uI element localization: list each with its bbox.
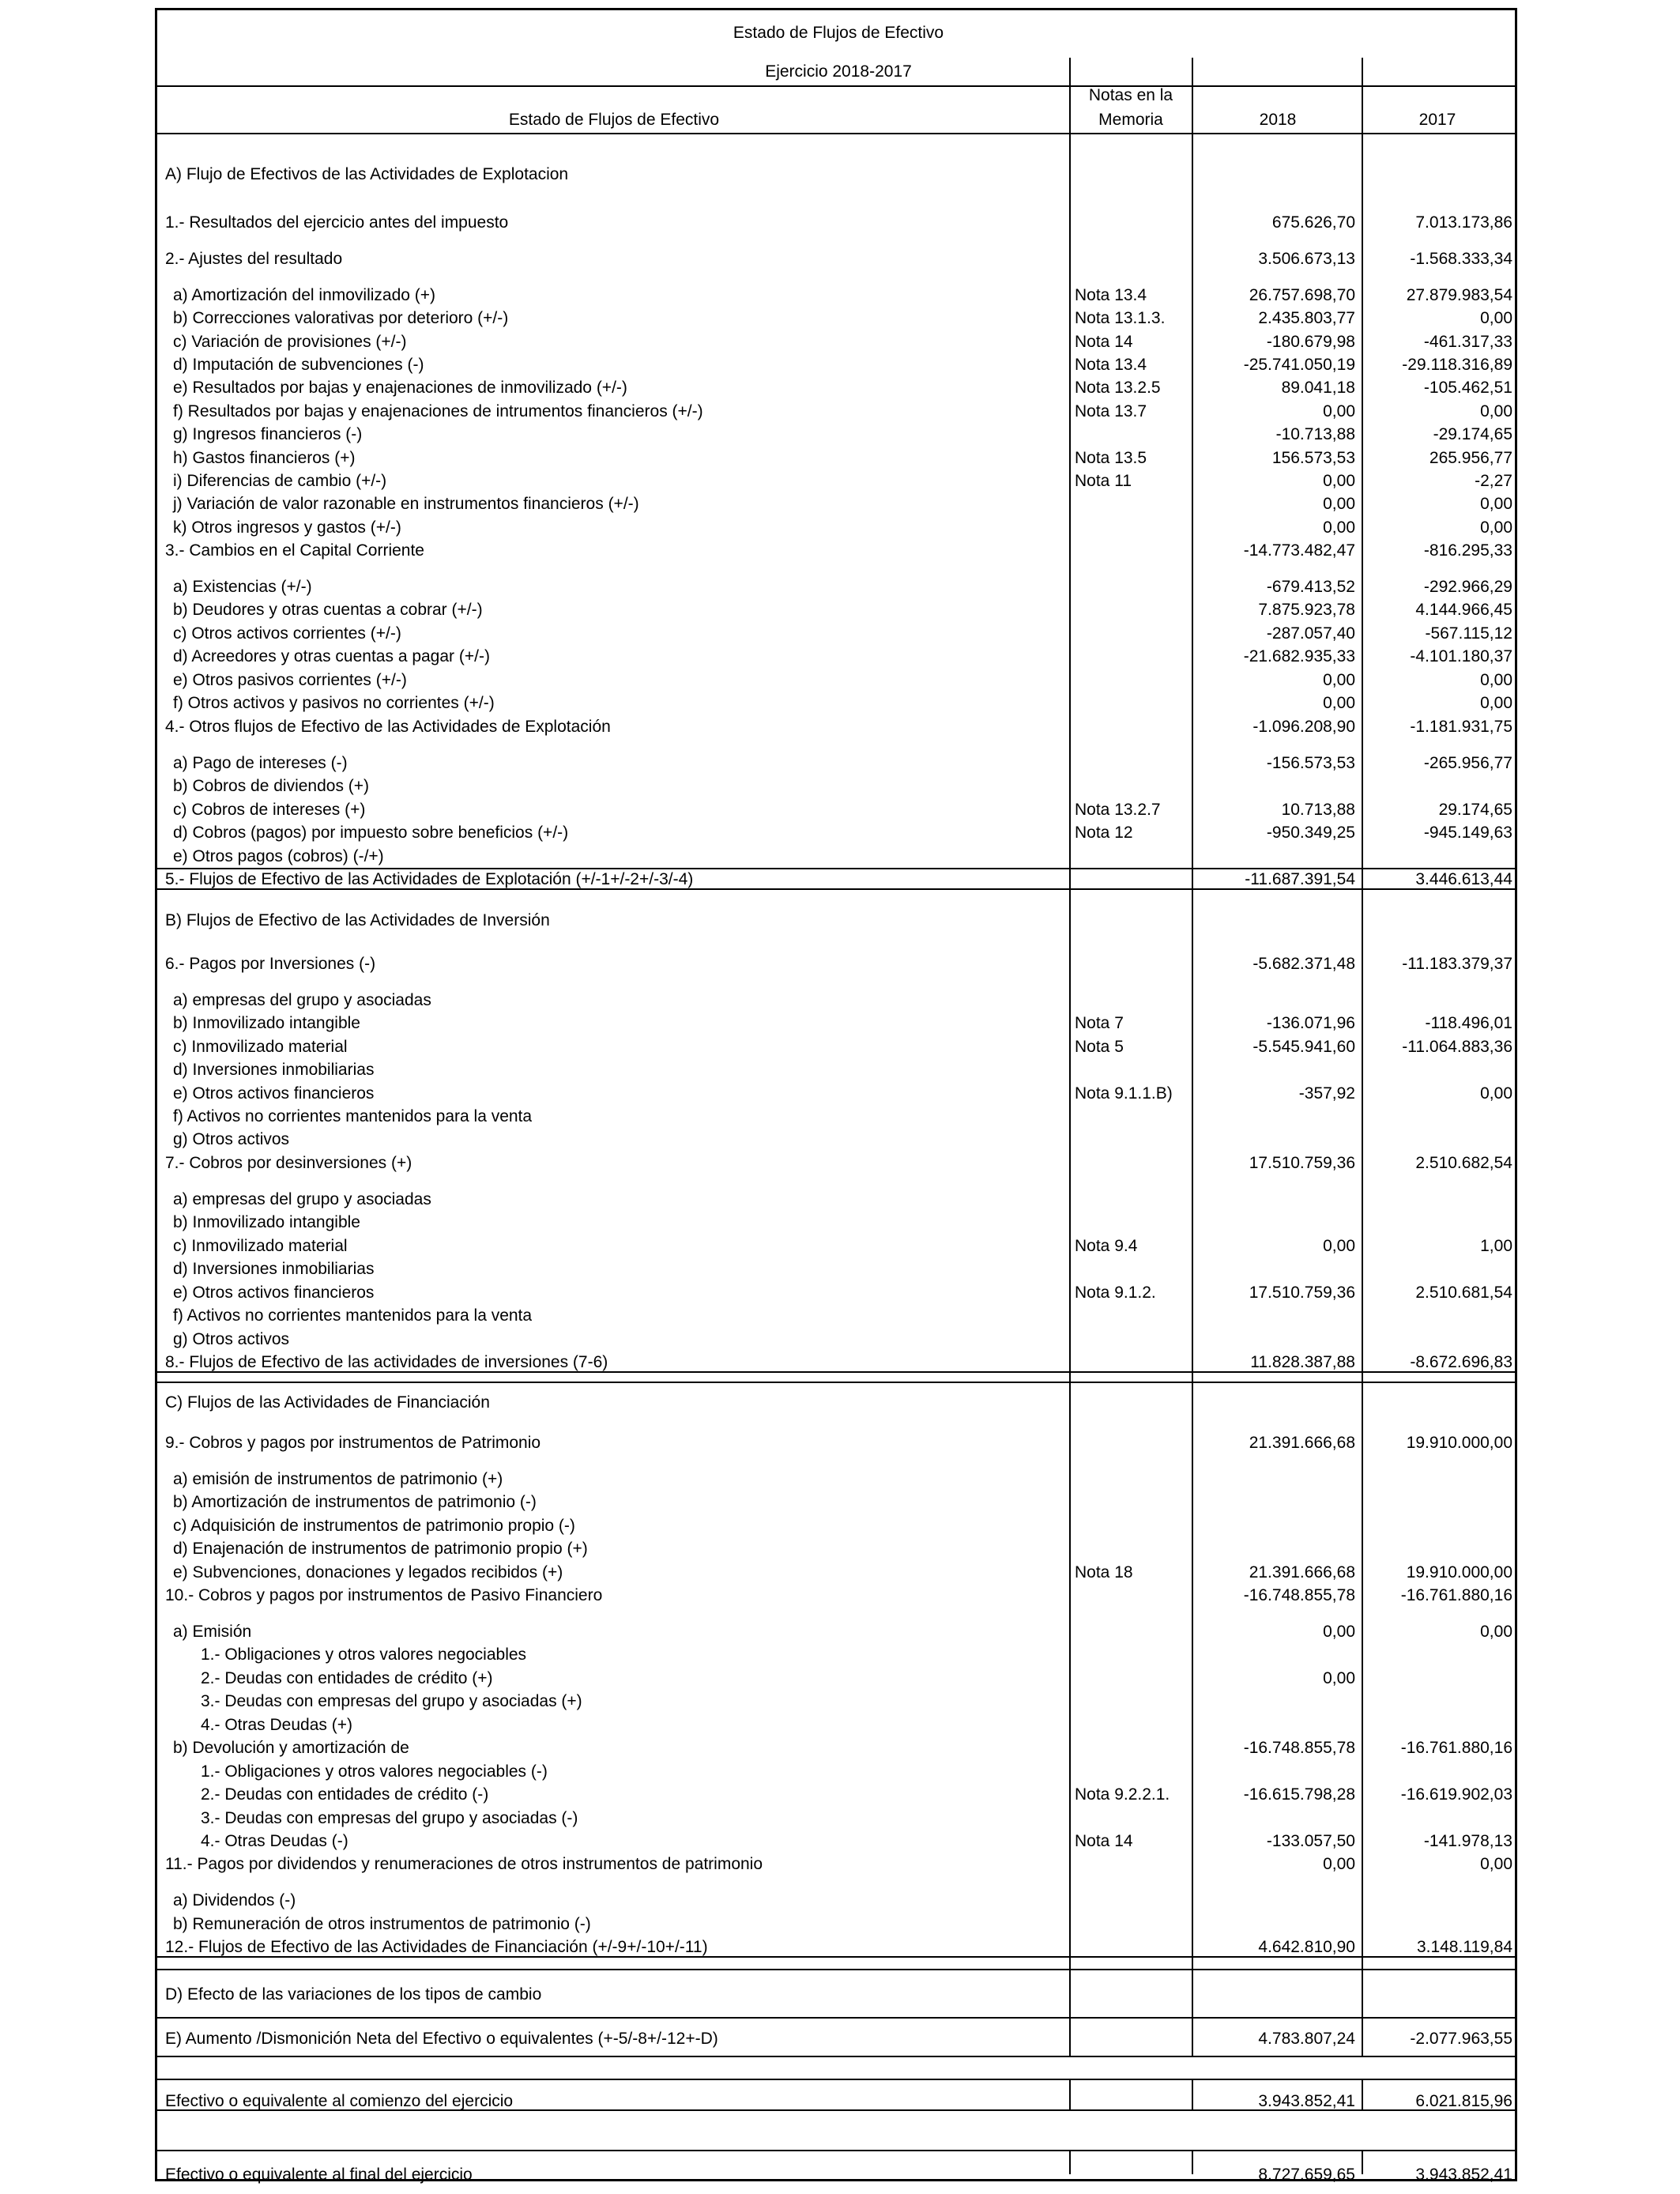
value-2017: -141.978,13 [1423, 1832, 1512, 1850]
row-label: Efectivo o equivalente al final del ejercicio [165, 2166, 473, 2184]
row-label: f) Otros activos y pasivos no corrientes (+/-) [173, 694, 495, 712]
value-2018: 0,00 [1323, 671, 1355, 689]
value-2018: 8.727.659,65 [1258, 2166, 1355, 2184]
value-2017: -11.183.379,37 [1402, 955, 1512, 973]
value-2017: -4.101.180,37 [1410, 647, 1512, 665]
row-label: e) Subvenciones, donaciones y legados recibidos (+) [173, 1563, 563, 1581]
value-2017: 1,00 [1480, 1237, 1512, 1255]
row-label: e) Otros activos financieros [173, 1284, 375, 1302]
value-2018: 21.391.666,68 [1249, 1563, 1355, 1581]
row-note: Nota 13.4 [1075, 286, 1147, 304]
value-2017: 0,00 [1480, 1855, 1512, 1873]
row-label: d) Cobros (pagos) por impuesto sobre beneficios (+/-) [173, 824, 569, 842]
row-label: h) Gastos financieros (+) [173, 449, 356, 467]
row-label: a) Emisión [173, 1623, 252, 1641]
value-2017: -1.568.333,34 [1410, 250, 1512, 268]
value-2017: 0,00 [1480, 1084, 1512, 1103]
value-2017: 3.148.119,84 [1416, 1938, 1512, 1956]
row-label: b) Correcciones valorativas por deterioro (+/-) [173, 309, 509, 327]
row-note: Nota 18 [1075, 1563, 1133, 1581]
row-label: b) Amortización de instrumentos de patrimonio (-) [173, 1493, 537, 1511]
value-2017: 0,00 [1480, 694, 1512, 712]
row-label: g) Otros activos [173, 1330, 290, 1348]
row-label: 8.- Flujos de Efectivo de las actividades de inversiones (7-6) [165, 1353, 608, 1371]
value-2017: 4.144.966,45 [1415, 601, 1512, 619]
row-label: f) Activos no corrientes mantenidos para la venta [173, 1306, 533, 1325]
column-header-2018: 2018 [1259, 111, 1297, 129]
row-label: b) Inmovilizado intangible [173, 1014, 360, 1032]
column-divider [1192, 2151, 1193, 2174]
value-2018: 0,00 [1323, 402, 1355, 420]
column-divider [1362, 2018, 1363, 2056]
row-label: f) Activos no corrientes mantenidos para la venta [173, 1107, 533, 1125]
row-note: Nota 5 [1075, 1038, 1124, 1056]
row-label: 3.- Deudas con empresas del grupo y asociadas (-) [201, 1809, 578, 1827]
row-note: Nota 13.2.5 [1075, 379, 1161, 397]
value-2017: 0,00 [1480, 402, 1512, 420]
value-2017: -29.118.316,89 [1402, 356, 1512, 374]
row-label: d) Imputación de subvenciones (-) [173, 356, 424, 374]
row-label: k) Otros ingresos y gastos (+/-) [173, 518, 401, 537]
cash-flow-statement-sheet [155, 8, 1517, 2184]
value-2018: 0,00 [1323, 472, 1355, 490]
row-label: 4.- Otras Deudas (+) [201, 1716, 352, 1734]
value-2018: 4.642.810,90 [1258, 1938, 1355, 1956]
value-2018: -133.057,50 [1266, 1832, 1355, 1850]
row-label: c) Cobros de intereses (+) [173, 801, 366, 819]
value-2017: -945.149,63 [1423, 824, 1512, 842]
statement-period: Ejercicio 2018-2017 [765, 62, 912, 81]
row-label: 9.- Cobros y pagos por instrumentos de Patrimonio [165, 1434, 541, 1452]
value-2017: 3.943.852,41 [1415, 2166, 1512, 2184]
value-2018: -156.573,53 [1266, 754, 1355, 772]
value-2017: -105.462,51 [1423, 379, 1512, 397]
value-2018: 0,00 [1323, 694, 1355, 712]
column-divider [1362, 889, 1363, 1382]
value-2017: 2.510.681,54 [1415, 1284, 1512, 1302]
value-2018: -10.713,88 [1275, 425, 1355, 443]
row-label: b) Deudores y otras cuentas a cobrar (+/-) [173, 601, 483, 619]
row-label: 6.- Pagos por Inversiones (-) [165, 955, 376, 973]
value-2018: -16.748.855,78 [1243, 1739, 1355, 1757]
row-label: B) Flujos de Efectivo de las Actividades de Inversión [165, 911, 550, 929]
value-2017: 0,00 [1480, 518, 1512, 537]
value-2018: -136.071,96 [1266, 1014, 1355, 1032]
value-2018: -11.687.391,54 [1245, 870, 1355, 888]
row-label: 2.- Deudas con entidades de crédito (+) [201, 1669, 493, 1687]
column-divider [1069, 1970, 1071, 2018]
row-label: 3.- Deudas con empresas del grupo y asociadas (+) [201, 1692, 582, 1710]
value-2018: -1.096.208,90 [1252, 718, 1355, 736]
row-label: 5.- Flujos de Efectivo de las Actividades de Explotación (+/-1+/-2+/-3/-4) [165, 870, 694, 888]
value-2018: 0,00 [1323, 1623, 1355, 1641]
column-divider [1362, 58, 1363, 889]
row-note: Nota 9.1.2. [1075, 1284, 1156, 1302]
value-2017: 0,00 [1480, 1623, 1512, 1641]
column-divider [1362, 1970, 1363, 2018]
value-2018: -5.545.941,60 [1252, 1038, 1355, 1056]
row-note: Nota 7 [1075, 1014, 1124, 1032]
value-2017: 27.879.983,54 [1406, 286, 1512, 304]
row-label: Efectivo o equivalente al comienzo del ejercicio [165, 2092, 514, 2110]
value-2018: 156.573,53 [1271, 449, 1355, 467]
row-divider [157, 2109, 1515, 2111]
row-divider [157, 868, 1515, 869]
value-2018: -287.057,40 [1266, 624, 1355, 643]
value-2018: 3.506.673,13 [1258, 250, 1355, 268]
row-label: c) Otros activos corrientes (+/-) [173, 624, 401, 643]
row-label: 2.- Ajustes del resultado [165, 250, 343, 268]
row-label: C) Flujos de las Actividades de Financiación [165, 1393, 490, 1412]
row-label: d) Inversiones inmobiliarias [173, 1061, 375, 1079]
value-2018: 26.757.698,70 [1249, 286, 1355, 304]
row-label: a) empresas del grupo y asociadas [173, 1190, 431, 1208]
row-divider [157, 1969, 1515, 1970]
value-2017: 265.956,77 [1429, 449, 1512, 467]
row-note: Nota 11 [1075, 472, 1132, 490]
value-2017: 0,00 [1480, 671, 1512, 689]
column-header-notes: Memoria [1098, 111, 1163, 129]
row-label: a) Pago de intereses (-) [173, 754, 348, 772]
row-label: 3.- Cambios en el Capital Corriente [165, 541, 424, 560]
row-label: d) Acreedores y otras cuentas a pagar (+/-) [173, 647, 490, 665]
row-label: 12.- Flujos de Efectivo de las Actividades de Financiación (+/-9+/-10+/-11) [165, 1938, 708, 1956]
row-divider [157, 1382, 1515, 1383]
column-divider [1192, 58, 1193, 889]
row-label: e) Otros pasivos corrientes (+/-) [173, 671, 407, 689]
value-2017: -1.181.931,75 [1410, 718, 1512, 736]
value-2017: -29.174,65 [1433, 425, 1512, 443]
row-label: g) Otros activos [173, 1130, 290, 1148]
value-2018: -5.682.371,48 [1252, 955, 1355, 973]
row-label: D) Efecto de las variaciones de los tipos de cambio [165, 1985, 542, 2004]
value-2018: -16.615.798,28 [1243, 1785, 1355, 1804]
row-label: 1.- Resultados del ejercicio antes del impuesto [165, 213, 509, 232]
row-label: E) Aumento /Dismonición Neta del Efectivo o equivalentes (+-5/-8+/-12+-D) [165, 2030, 718, 2048]
statement-title: Estado de Flujos de Efectivo [733, 24, 944, 42]
value-2017: -8.672.696,83 [1410, 1353, 1512, 1371]
row-label: e) Otros activos financieros [173, 1084, 375, 1103]
value-2017: -16.761.880,16 [1400, 1739, 1512, 1757]
value-2017: -816.295,33 [1423, 541, 1512, 560]
row-label: g) Ingresos financieros (-) [173, 425, 363, 443]
row-note: Nota 12 [1075, 824, 1133, 842]
row-label: A) Flujo de Efectivos de las Actividades de Explotacion [165, 165, 569, 183]
column-header-2017: 2017 [1418, 111, 1456, 129]
value-2018: 0,00 [1323, 1669, 1355, 1687]
row-label: c) Inmovilizado material [173, 1038, 348, 1056]
row-label: a) Dividendos (-) [173, 1891, 296, 1909]
value-2018: 675.626,70 [1271, 213, 1355, 232]
column-divider [1362, 2079, 1363, 2110]
row-note: Nota 9.2.2.1. [1075, 1785, 1170, 1804]
column-divider [1069, 2151, 1071, 2174]
value-2017: -292.966,29 [1423, 578, 1512, 596]
row-note: Nota 9.4 [1075, 1237, 1138, 1255]
row-label: a) emisión de instrumentos de patrimonio (+) [173, 1470, 503, 1488]
row-label: 2.- Deudas con entidades de crédito (-) [201, 1785, 489, 1804]
value-2018: 21.391.666,68 [1249, 1434, 1355, 1452]
column-header-concept: Estado de Flujos de Efectivo [508, 111, 720, 129]
value-2017: -461.317,33 [1423, 333, 1512, 351]
value-2018: -950.349,25 [1266, 824, 1355, 842]
value-2018: -16.748.855,78 [1243, 1586, 1355, 1604]
row-divider [157, 2017, 1515, 2019]
value-2017: 0,00 [1480, 309, 1512, 327]
row-note: Nota 9.1.1.B) [1075, 1084, 1173, 1103]
value-2017: 19.910.000,00 [1406, 1434, 1512, 1452]
column-divider [1192, 2079, 1193, 2110]
column-divider [1069, 2018, 1071, 2056]
row-label: b) Cobros de diviendos (+) [173, 777, 370, 795]
row-label: i) Diferencias de cambio (+/-) [173, 472, 387, 490]
value-2018: 0,00 [1323, 1237, 1355, 1255]
value-2017: -2.077.963,55 [1410, 2030, 1512, 2048]
row-label: a) Amortización del inmovilizado (+) [173, 286, 436, 304]
value-2017: -16.619.902,03 [1400, 1785, 1512, 1804]
value-2017: 7.013.173,86 [1415, 213, 1512, 232]
column-divider [1362, 2151, 1363, 2174]
value-2018: 7.875.923,78 [1258, 601, 1355, 619]
value-2018: -14.773.482,47 [1243, 541, 1355, 560]
value-2018: 10.713,88 [1281, 801, 1355, 819]
row-divider [157, 888, 1515, 890]
column-divider [1192, 2018, 1193, 2056]
row-label: b) Remuneración de otros instrumentos de patrimonio (-) [173, 1915, 591, 1933]
row-label: 11.- Pagos por dividendos y renumeraciones de otros instrumentos de patrimonio [165, 1855, 763, 1873]
column-divider [1069, 1382, 1071, 1970]
row-label: e) Resultados por bajas y enajenaciones de inmovilizado (+/-) [173, 379, 627, 397]
row-note: Nota 13.5 [1075, 449, 1147, 467]
row-note: Nota 14 [1075, 333, 1133, 351]
value-2018: 11.828.387,88 [1250, 1353, 1355, 1371]
row-divider [157, 2079, 1515, 2080]
row-divider [157, 2150, 1515, 2151]
row-label: a) empresas del grupo y asociadas [173, 991, 431, 1009]
row-label: 1.- Obligaciones y otros valores negociables [201, 1646, 527, 1664]
row-label: b) Devolución y amortización de [173, 1739, 409, 1757]
row-label: c) Variación de provisiones (+/-) [173, 333, 407, 351]
row-note: Nota 13.2.7 [1075, 801, 1161, 819]
value-2017: -2,27 [1475, 472, 1512, 490]
value-2017: 2.510.682,54 [1415, 1154, 1512, 1172]
row-label: 4.- Otros flujos de Efectivo de las Actividades de Explotación [165, 718, 611, 736]
value-2017: -11.064.883,36 [1402, 1038, 1512, 1056]
row-label: e) Otros pagos (cobros) (-/+) [173, 847, 384, 865]
row-label: 1.- Obligaciones y otros valores negociables (-) [201, 1762, 548, 1781]
value-2017: -16.761.880,16 [1400, 1586, 1512, 1604]
value-2018: 4.783.807,24 [1258, 2030, 1355, 2048]
value-2017: -567.115,12 [1425, 624, 1512, 643]
value-2018: -25.741.050,19 [1243, 356, 1355, 374]
row-label: 10.- Cobros y pagos por instrumentos de Pasivo Financiero [165, 1586, 603, 1604]
value-2018: 0,00 [1323, 495, 1355, 513]
value-2017: 6.021.815,96 [1415, 2092, 1512, 2110]
value-2018: 2.435.803,77 [1258, 309, 1355, 327]
row-label: b) Inmovilizado intangible [173, 1213, 360, 1231]
value-2018: 3.943.852,41 [1258, 2092, 1355, 2110]
value-2017: 3.446.613,44 [1415, 870, 1512, 888]
column-divider [1069, 889, 1071, 1382]
value-2018: -180.679,98 [1266, 333, 1355, 351]
column-divider [1192, 1382, 1193, 1970]
row-divider [157, 1956, 1515, 1958]
row-note: Nota 13.1.3. [1075, 309, 1166, 327]
row-divider [157, 2056, 1515, 2057]
value-2018: 0,00 [1323, 518, 1355, 537]
row-label: d) Enajenación de instrumentos de patrimonio propio (+) [173, 1540, 588, 1558]
value-2018: 0,00 [1323, 1855, 1355, 1873]
row-label: c) Inmovilizado material [173, 1237, 348, 1255]
column-divider [1192, 1970, 1193, 2018]
value-2018: -357,92 [1298, 1084, 1355, 1103]
value-2018: 17.510.759,36 [1249, 1154, 1355, 1172]
row-label: a) Existencias (+/-) [173, 578, 312, 596]
row-label: 7.- Cobros por desinversiones (+) [165, 1154, 412, 1172]
row-label: f) Resultados por bajas y enajenaciones de intrumentos financieros (+/-) [173, 402, 703, 420]
value-2017: 19.910.000,00 [1406, 1563, 1512, 1581]
value-2018: -679.413,52 [1266, 578, 1355, 596]
row-label: 4.- Otras Deudas (-) [201, 1832, 348, 1850]
value-2017: 29.174,65 [1438, 801, 1512, 819]
column-divider [1069, 58, 1071, 889]
column-divider [1192, 889, 1193, 1382]
row-label: j) Variación de valor razonable en instrumentos financieros (+/-) [173, 495, 639, 513]
row-label: c) Adquisición de instrumentos de patrimonio propio (-) [173, 1517, 575, 1535]
header-bottom-divider [157, 133, 1515, 134]
value-2017: -265.956,77 [1423, 754, 1512, 772]
value-2017: 0,00 [1480, 495, 1512, 513]
row-label: d) Inversiones inmobiliarias [173, 1260, 375, 1278]
value-2017: -118.496,01 [1425, 1014, 1512, 1032]
row-note: Nota 14 [1075, 1832, 1133, 1850]
row-divider [157, 1371, 1515, 1373]
row-note: Nota 13.7 [1075, 402, 1147, 420]
row-note: Nota 13.4 [1075, 356, 1147, 374]
value-2018: -21.682.935,33 [1243, 647, 1355, 665]
header-divider [157, 85, 1515, 87]
column-divider [1362, 1382, 1363, 1970]
value-2018: 89.041,18 [1281, 379, 1355, 397]
column-header-notes: Notas en la [1088, 86, 1173, 104]
value-2018: 17.510.759,36 [1249, 1284, 1355, 1302]
column-divider [1069, 2079, 1071, 2110]
